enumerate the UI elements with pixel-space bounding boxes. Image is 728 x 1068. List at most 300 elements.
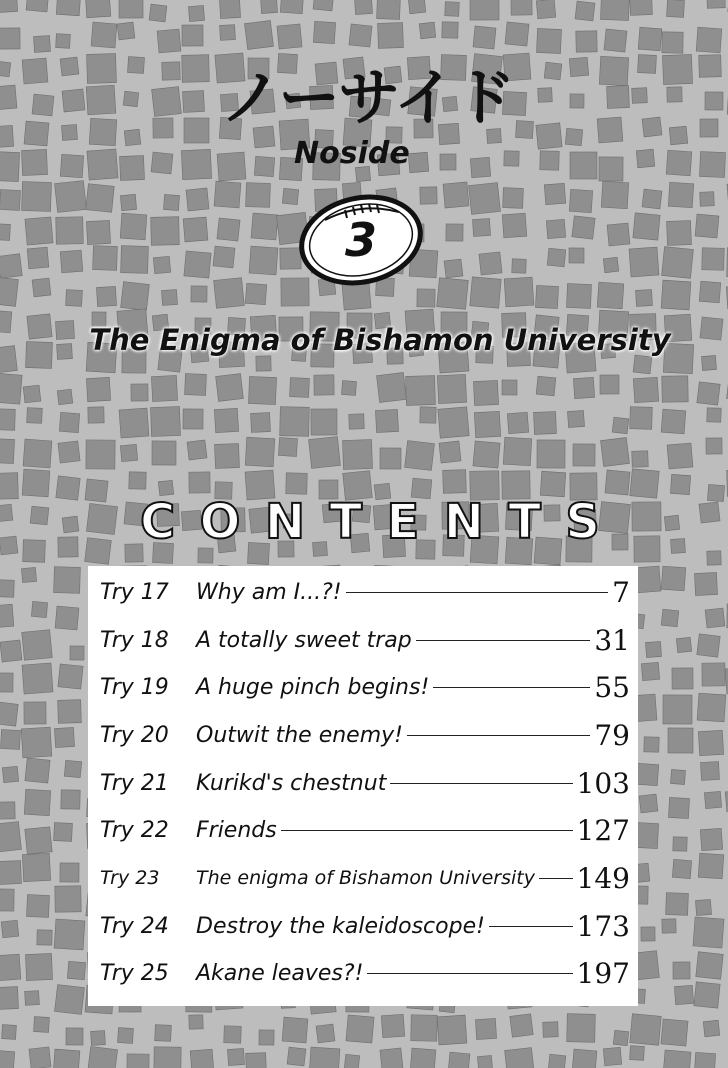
pattern-tile — [707, 0, 726, 8]
pattern-tile — [0, 822, 21, 853]
contents-letter: T — [508, 494, 542, 550]
pattern-tile — [131, 384, 148, 401]
pattern-tile — [62, 125, 78, 141]
pattern-tile — [214, 181, 241, 208]
pattern-tile — [0, 438, 15, 463]
pattern-tile — [470, 0, 499, 20]
pattern-tile — [443, 182, 469, 208]
pattern-tile — [91, 1031, 106, 1046]
pattern-tile — [701, 355, 716, 370]
pattern-tile — [56, 476, 80, 500]
pattern-tile — [22, 58, 48, 84]
pattern-tile — [536, 28, 561, 53]
pattern-tile — [567, 410, 584, 427]
pattern-tile — [377, 373, 407, 403]
pattern-tile — [638, 27, 662, 51]
pattern-tile — [27, 314, 52, 339]
pattern-tile — [0, 0, 18, 13]
pattern-tile — [54, 823, 73, 842]
pattern-tile — [410, 1048, 436, 1068]
pattern-tile — [408, 0, 426, 14]
pattern-tile — [661, 566, 686, 591]
pattern-tile — [286, 473, 307, 494]
pattern-tile — [89, 118, 116, 145]
pattern-tile — [707, 484, 724, 501]
leader-line — [407, 735, 590, 736]
leader-line — [489, 926, 573, 927]
pattern-tile — [282, 1017, 308, 1043]
pattern-tile — [664, 515, 679, 530]
pattern-tile — [673, 837, 687, 851]
pattern-tile — [634, 536, 660, 562]
contents-letter: N — [443, 494, 484, 550]
pattern-tile — [0, 802, 15, 819]
pattern-tile — [60, 154, 83, 177]
pattern-tile — [419, 22, 435, 38]
leader-line — [346, 592, 609, 593]
pattern-tile — [67, 961, 85, 979]
pattern-tile — [603, 257, 619, 273]
pattern-tile — [191, 286, 207, 302]
pattern-tile — [23, 439, 52, 468]
page-number: 173 — [576, 909, 630, 943]
pattern-tile — [705, 92, 723, 110]
pattern-tile — [0, 702, 18, 726]
pattern-tile — [503, 437, 531, 465]
pattern-tile — [217, 218, 240, 241]
pattern-tile — [699, 502, 720, 523]
pattern-tile — [446, 224, 463, 241]
pattern-tile — [662, 32, 683, 53]
pattern-tile — [227, 1048, 244, 1065]
pattern-tile — [62, 516, 79, 533]
pattern-tile — [245, 283, 266, 304]
pattern-tile — [477, 1055, 492, 1068]
pattern-tile — [695, 899, 711, 915]
pattern-tile — [572, 1049, 597, 1068]
pattern-tile — [162, 62, 180, 80]
pattern-tile — [641, 662, 659, 680]
pattern-tile — [380, 448, 401, 469]
pattern-tile — [439, 441, 461, 463]
pattern-tile — [473, 219, 491, 237]
pattern-tile — [547, 248, 566, 267]
pattern-tile — [25, 991, 40, 1006]
pattern-tile — [698, 853, 724, 879]
pattern-tile — [605, 470, 630, 495]
pattern-tile — [630, 1046, 645, 1061]
pattern-tile — [2, 1025, 17, 1040]
pattern-tile — [313, 21, 335, 43]
pattern-tile — [570, 94, 584, 108]
pattern-tile — [0, 277, 18, 307]
pattern-tile — [246, 183, 271, 208]
page-number: 127 — [576, 813, 630, 847]
pattern-tile — [701, 762, 720, 781]
pattern-tile — [0, 473, 18, 500]
page-number: 79 — [594, 718, 630, 752]
pattern-tile — [96, 286, 116, 306]
toc-entry — [100, 663, 630, 711]
pattern-tile — [442, 22, 458, 38]
pattern-tile — [0, 373, 22, 404]
pattern-tile — [661, 409, 686, 434]
leader-line — [416, 640, 591, 641]
pattern-tile — [181, 149, 211, 179]
pattern-tile — [700, 317, 723, 340]
pattern-tile — [22, 663, 53, 694]
pattern-tile — [224, 1026, 241, 1043]
pattern-tile — [55, 985, 85, 1015]
pattern-tile — [151, 217, 180, 246]
pattern-tile — [249, 246, 278, 275]
pattern-tile — [503, 188, 524, 209]
pattern-tile — [672, 859, 691, 878]
leader-line — [539, 878, 573, 879]
pattern-tile — [641, 927, 655, 941]
pattern-tile — [213, 246, 235, 268]
pattern-tile — [86, 184, 115, 213]
pattern-tile — [86, 85, 116, 115]
pattern-tile — [0, 580, 14, 598]
pattern-tile — [66, 1028, 83, 1045]
pattern-tile — [24, 702, 46, 724]
pattern-tile — [696, 952, 723, 979]
pattern-tile — [670, 474, 690, 494]
pattern-tile — [0, 504, 13, 522]
pattern-tile — [153, 118, 173, 138]
pattern-tile — [2, 766, 18, 782]
pattern-tile — [25, 758, 50, 783]
pattern-tile — [245, 437, 275, 467]
pattern-tile — [24, 121, 49, 146]
pattern-tile — [87, 54, 117, 84]
pattern-tile — [536, 123, 562, 149]
pattern-tile — [183, 217, 208, 242]
pattern-tile — [66, 290, 83, 307]
chapter-title: Friends — [196, 817, 277, 843]
pattern-tile — [27, 247, 49, 269]
pattern-tile — [502, 380, 517, 395]
pattern-tile — [37, 930, 52, 945]
pattern-tile — [54, 567, 81, 594]
pattern-tile — [630, 0, 653, 15]
pattern-tile — [693, 917, 724, 948]
pattern-tile — [183, 91, 205, 113]
contents-letter: S — [565, 494, 600, 550]
pattern-tile — [184, 118, 209, 143]
pattern-tile — [604, 29, 627, 52]
pattern-tile — [0, 61, 11, 77]
try-number: Try 20 — [100, 722, 169, 748]
pattern-tile — [85, 538, 112, 565]
pattern-tile — [24, 789, 50, 815]
pattern-tile — [603, 1047, 621, 1065]
pattern-tile — [473, 441, 500, 468]
pattern-tile — [377, 0, 401, 19]
pattern-tile — [87, 1046, 117, 1068]
pattern-tile — [663, 1050, 691, 1068]
pattern-tile — [505, 1048, 535, 1068]
pattern-tile — [642, 189, 662, 209]
pattern-tile — [280, 407, 310, 437]
pattern-tile — [261, 0, 278, 13]
pattern-tile — [375, 409, 398, 432]
pattern-tile — [23, 385, 41, 403]
pattern-tile — [674, 985, 693, 1004]
pattern-tile — [1, 730, 21, 750]
chapter-title: Outwit the enemy! — [196, 722, 403, 748]
pattern-tile — [443, 470, 467, 494]
pattern-tile — [694, 572, 717, 595]
pattern-tile — [661, 280, 691, 310]
pattern-tile — [31, 601, 47, 617]
pattern-tile — [546, 219, 565, 238]
pattern-tile — [30, 506, 49, 525]
pattern-tile — [346, 1015, 374, 1043]
pattern-tile — [406, 376, 436, 406]
pattern-tile — [280, 0, 303, 14]
chapter-title: Kurikd's chestnut — [196, 770, 387, 796]
pattern-tile — [676, 637, 691, 652]
pattern-tile — [697, 693, 726, 722]
pattern-tile — [634, 566, 661, 593]
pattern-tile — [642, 117, 662, 137]
pattern-tile — [662, 919, 676, 933]
volume-badge — [295, 190, 427, 290]
pattern-tile — [699, 281, 721, 303]
pattern-tile — [187, 440, 207, 460]
pattern-tile — [0, 861, 21, 885]
pattern-tile — [0, 536, 18, 555]
pattern-tile — [251, 213, 278, 240]
pattern-tile — [673, 962, 690, 979]
pattern-tile — [707, 551, 721, 565]
pattern-tile — [124, 129, 141, 146]
pattern-tile — [0, 254, 22, 278]
pattern-tile — [445, 2, 460, 17]
pattern-tile — [548, 1054, 566, 1068]
try-number: Try 19 — [100, 674, 169, 700]
pattern-tile — [613, 1030, 628, 1045]
pattern-tile — [703, 1020, 719, 1036]
pattern-tile — [21, 567, 36, 582]
pattern-tile — [316, 1024, 335, 1043]
pattern-tile — [119, 0, 143, 18]
pattern-tile — [185, 374, 207, 396]
pattern-tile — [91, 22, 117, 48]
chapter-title: A huge pinch begins! — [196, 674, 430, 700]
pattern-tile — [219, 0, 240, 19]
chapter-title: The enigma of Bishamon University — [196, 867, 535, 889]
pattern-tile — [632, 88, 648, 104]
contents-letter: C — [140, 494, 176, 550]
pattern-tile — [55, 606, 79, 630]
page-number: 55 — [594, 670, 630, 704]
pattern-tile — [633, 213, 660, 240]
pattern-tile — [70, 646, 84, 660]
pattern-tile — [507, 412, 528, 433]
pattern-tile — [58, 700, 82, 724]
pattern-tile — [21, 149, 47, 175]
pattern-tile — [183, 409, 203, 429]
pattern-tile — [636, 149, 654, 167]
pattern-tile — [469, 183, 501, 215]
pattern-tile — [54, 919, 85, 950]
toc-entry — [100, 759, 630, 807]
pattern-tile — [706, 438, 722, 454]
pattern-tile — [699, 55, 722, 78]
pattern-tile — [569, 189, 592, 212]
pattern-tile — [380, 1048, 403, 1068]
toc-entry — [100, 854, 630, 902]
pattern-tile — [599, 502, 631, 534]
pattern-tile — [0, 889, 14, 911]
pattern-tile — [702, 663, 725, 686]
pattern-tile — [23, 540, 46, 563]
pattern-tile — [576, 31, 597, 52]
pattern-tile — [0, 409, 15, 431]
pattern-tile — [630, 469, 659, 498]
pattern-tile — [34, 1017, 50, 1033]
pattern-tile — [313, 0, 334, 11]
pattern-tile — [220, 25, 236, 41]
pattern-tile — [349, 414, 364, 429]
pattern-tile — [512, 259, 526, 273]
pattern-tile — [151, 152, 173, 174]
try-number: Try 21 — [100, 770, 169, 796]
pattern-tile — [697, 382, 720, 405]
page-number: 103 — [576, 766, 630, 800]
pattern-tile — [121, 282, 150, 311]
pattern-tile — [59, 412, 79, 432]
pattern-tile — [636, 763, 658, 785]
pattern-tile — [246, 1053, 267, 1068]
pattern-tile — [599, 157, 623, 181]
pattern-tile — [600, 375, 619, 394]
pattern-tile — [214, 408, 238, 432]
try-number: Try 18 — [100, 627, 169, 653]
pattern-tile — [151, 375, 177, 401]
toc-entry — [100, 902, 630, 950]
pattern-tile — [309, 1047, 340, 1068]
pattern-tile — [287, 1047, 306, 1066]
pattern-tile — [473, 26, 496, 49]
pattern-tile — [27, 895, 50, 918]
pattern-tile — [189, 472, 210, 493]
pattern-tile — [438, 407, 469, 438]
pattern-tile — [120, 194, 136, 210]
pattern-tile — [448, 1052, 470, 1068]
pattern-tile — [700, 828, 722, 850]
pattern-tile — [569, 57, 588, 76]
pattern-tile — [127, 1054, 149, 1068]
pattern-tile — [151, 407, 181, 437]
pattern-tile — [378, 23, 404, 49]
pattern-tile — [0, 673, 13, 692]
pattern-tile — [534, 412, 557, 435]
pattern-tile — [55, 181, 87, 213]
pattern-tile — [86, 440, 115, 469]
pattern-tile — [57, 389, 73, 405]
pattern-tile — [121, 246, 149, 274]
pattern-tile — [671, 539, 686, 554]
pattern-tile — [440, 154, 456, 170]
pattern-tile — [417, 289, 435, 307]
pattern-tile — [85, 479, 108, 502]
pattern-tile — [119, 408, 149, 438]
pattern-tile — [597, 282, 624, 309]
pattern-tile — [573, 377, 594, 398]
pattern-tile — [667, 221, 692, 246]
pattern-tile — [638, 55, 657, 74]
pattern-tile — [0, 28, 20, 49]
pattern-tile — [182, 55, 210, 83]
pattern-tile — [157, 29, 181, 53]
pattern-tile — [668, 728, 693, 753]
pattern-tile — [55, 886, 81, 912]
pattern-tile — [505, 22, 529, 46]
pattern-tile — [214, 278, 245, 309]
pattern-tile — [343, 440, 373, 470]
pattern-tile — [572, 216, 595, 239]
pattern-tile — [60, 250, 83, 273]
pattern-tile — [152, 87, 182, 117]
page-number: 7 — [612, 575, 630, 609]
pattern-tile — [629, 247, 659, 277]
pattern-tile — [474, 411, 500, 437]
pattern-tile — [705, 608, 725, 628]
toc-entry — [100, 806, 630, 854]
pattern-tile — [56, 34, 71, 49]
pattern-tile — [405, 441, 435, 471]
pattern-tile — [411, 1015, 437, 1041]
try-number: Try 24 — [100, 913, 169, 939]
pattern-tile — [342, 381, 357, 396]
pattern-tile — [182, 25, 203, 46]
pattern-tile — [707, 408, 721, 422]
pattern-tile — [22, 853, 50, 881]
pattern-tile — [437, 278, 469, 310]
english-title: Noside — [294, 136, 410, 171]
pattern-tile — [61, 790, 80, 809]
pattern-tile — [251, 413, 271, 433]
try-number: Try 25 — [100, 960, 169, 986]
leader-line — [281, 830, 573, 831]
pattern-tile — [0, 125, 14, 147]
pattern-tile — [696, 27, 722, 53]
pattern-tile — [516, 121, 534, 139]
pattern-tile — [154, 1047, 181, 1068]
pattern-tile — [662, 54, 692, 84]
pattern-tile — [570, 152, 597, 179]
pattern-tile — [607, 86, 630, 109]
pattern-tile — [645, 641, 661, 657]
pattern-tile — [538, 88, 553, 103]
pattern-tile — [186, 188, 209, 211]
pattern-tile — [29, 1047, 51, 1068]
pattern-tile — [661, 1019, 688, 1046]
pattern-tile — [630, 407, 653, 430]
pattern-tile — [663, 695, 692, 724]
pattern-tile — [0, 190, 20, 211]
pattern-tile — [630, 1014, 662, 1046]
pattern-tile — [26, 0, 49, 12]
pattern-tile — [118, 1028, 134, 1044]
pattern-tile — [153, 256, 170, 273]
pattern-tile — [537, 440, 565, 468]
contents-letter: E — [386, 494, 420, 550]
